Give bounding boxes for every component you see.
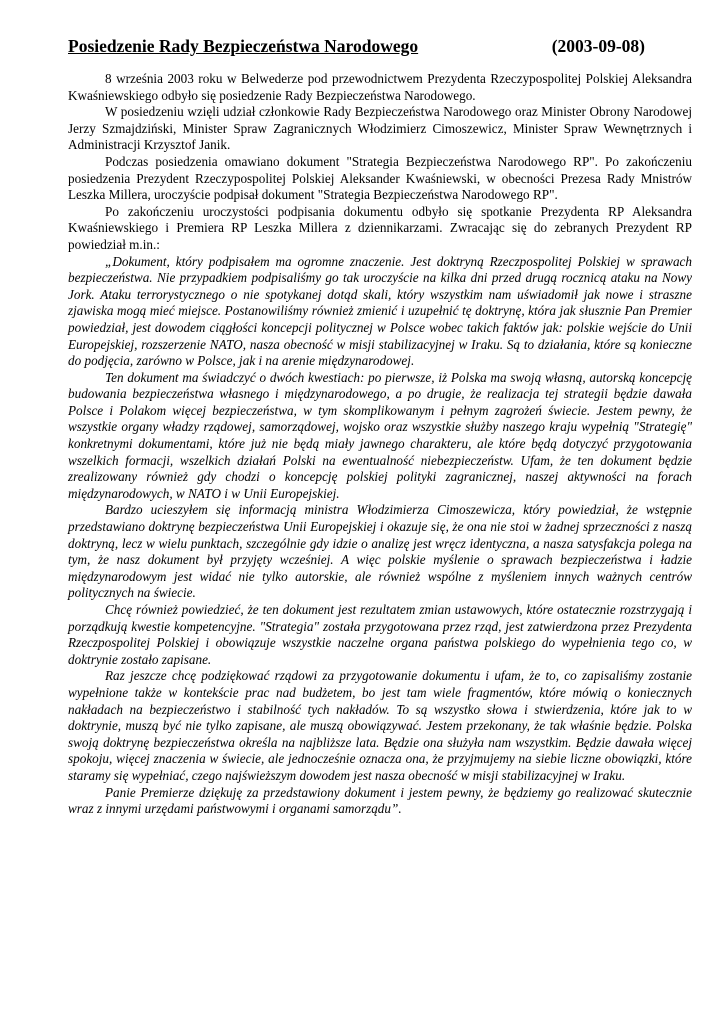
paragraph-signing: Podczas posiedzenia omawiano dokument "Strategia Bezpieczeństwa Narodowego RP". Po zakończeniu posiedzenia Prezydent Rzeczypospolitej Polskiej Aleksander Kwaśniewski, w obecności Prezesa Rady Mnistrów Leszka Millera, uroczyście podpisał dokument "Strategia Bezpieczeństwa Narodowego RP".: [68, 153, 692, 203]
quote-paragraph: Chcę również powiedzieć, że ten dokument jest rezultatem zmian ustawowych, które ostatecznie rozstrzygają i porządkują kwestie kompetencyjne. "Strategia" została przygotowana przez rząd, jest zatwierdzona przez Prezydenta Rzeczpospolitej Polskiej i obowiązuje wszystkie naczelne organa państwa polskiego do wypełnienia tego co, w doktrynie zostało zapisane.: [68, 602, 692, 667]
quote-paragraph: Bardzo ucieszyłem się informacją ministra Włodzimierza Cimoszewicza, który powiedział, że wstępnie przedstawiano doktrynę bezpieczeństwa Unii Europejskiej i okazuje się, że ona nie stoi w żadnej sprzeczności z naszą doktryną, lecz w wielu punktach, szczególnie gdy idzie o analizę jest wręcz identyczna, a nasza satysfakcja polega na tym, że nasz dokument był przyjęty wcześniej. A więc polskie myślenie o sprawach bezpieczeństwa i ładzie międzynarodowym jest widać nie tylko autorskie, ale również wspólne z myśleniem innych ważnych centrów politycznych na świecie.: [68, 502, 692, 601]
paragraph-press-meeting: Po zakończeniu uroczystości podpisania dokumentu odbyło się spotkanie Prezydenta RP Aleksandra Kwaśniewskiego i Premiera RP Leszka Millera z dziennikarzami. Zwracając się do zebranych Prezydent RP powiedział m.in.:: [68, 203, 692, 252]
document-date: (2003-09-08): [551, 36, 645, 56]
quote-paragraph: „Dokument, który podpisałem ma ogromne znaczenie. Jest doktryną Rzeczpospolitej Polskiej w sprawach bezpieczeństwa. Nie przypadkiem podpisaliśmy go tak uroczyście na kilka dni przed drugą rocznicą ataku na Nowy Jork. Ataku terrorystycznego o nie spotykanej dotąd skali, który wszystkim nam uświadomił jak nowe i straszne zjawiska mogą mieć miejsce. Postanowiliśmy również zmienić i uzupełnić tę doktrynę, która jak słusznie Pan Premier powiedział, jest dowodem ciągłości koncepcji politycznej w Polsce wobec takich faktów jak: polskie wejście do Unii Europejskiej, rozszerzenie NATO, nasza obecność w misji stabilizacyjnej w Iraku. Są to działania, które są konieczne do podjęcia, zarówno w Polsce, jak i na arenie międzynarodowej.: [68, 253, 692, 369]
quote-paragraph: Raz jeszcze chcę podziękować rządowi za przygotowanie dokumentu i ufam, że to, co zapisaliśmy zostanie wypełnione także w kontekście prac nad budżetem, bo jest tam wiele fragmentów, które mówią o koniecznych nakładach na bezpieczeństwo i stabilność tych nakładów. To są wszystko słowa i stwierdzenia, które jak to w doktrynie, muszą być nie tylko zapisane, ale muszą obowiązywać. Jestem przekonany, że tak właśnie będzie. Polska swoją doktrynę bezpieczeństwa określa na najbliższe lata. Będzie ona służyła nam wszystkim. Będzie dawała więcej spokoju, więcej znaczenia w świecie, ale jednocześnie oznacza ona, że przyjmujemy na siebie liczne obowiązki, które staramy się wypełniać, czego najświeższym dowodem jest nasza obecność w misji stabilizacyjnej w Iraku.: [68, 668, 692, 783]
quote-paragraph: Panie Premierze dziękuję za przedstawiony dokument i jestem pewny, że będziemy go realizować skutecznie wraz z innymi urzędami państwowymi i organami samorządu”.: [68, 784, 692, 817]
document-page: [68, 36, 692, 818]
document-body: [68, 71, 692, 818]
document-title: Posiedzenie Rady Bezpieczeństwa Narodowego: [68, 36, 419, 56]
paragraph-participants: W posiedzeniu wzięli udział członkowie Rady Bezpieczeństwa Narodowego oraz Minister Obrony Narodowej Jerzy Szmajdziński, Minister Spraw Zagranicznych Włodzimierz Cimoszewicz, Minister Spraw Wewnętrznych i Administracji Krzysztof Janik.: [68, 104, 692, 153]
paragraph-intro: 8 września 2003 roku w Belwederze pod przewodnictwem Prezydenta Rzeczypospolitej Polskiej Aleksandra Kwaśniewskiego odbyło się posiedzenie Rady Bezpieczeństwa Narodowego.: [68, 71, 692, 103]
quote-paragraph: Ten dokument ma świadczyć o dwóch kwestiach: po pierwsze, iż Polska ma swoją własną, autorską koncepcję budowania bezpieczeństwa własnego i międzynarodowego, a po drugie, że realizacja tej strategii będzie dawała Polsce i Polakom więcej bezpieczeństwa, w tym skomplikowanym i pełnym zagrożeń świecie. Jestem pewny, że wszystkie organy władzy rządowej, samorządowej, wojsko oraz wszystkie służby naszego kraju wypełnią "Strategię" konkretnymi dokumentami, które już nie będą miały jawnego charakteru, ale które będą dotyczyć przygotowania wszelkich formacji, wszelkich działań Polski na ewentualność niebezpieczeństw. Ufam, że ten dokument będzie zrealizowany również gdy chodzi o koncepcję polskiej polityki zagranicznej, naszej aktywności na forach międzynarodowych, w NATO i w Unii Europejskiej.: [68, 369, 692, 501]
document-header: [68, 36, 692, 57]
